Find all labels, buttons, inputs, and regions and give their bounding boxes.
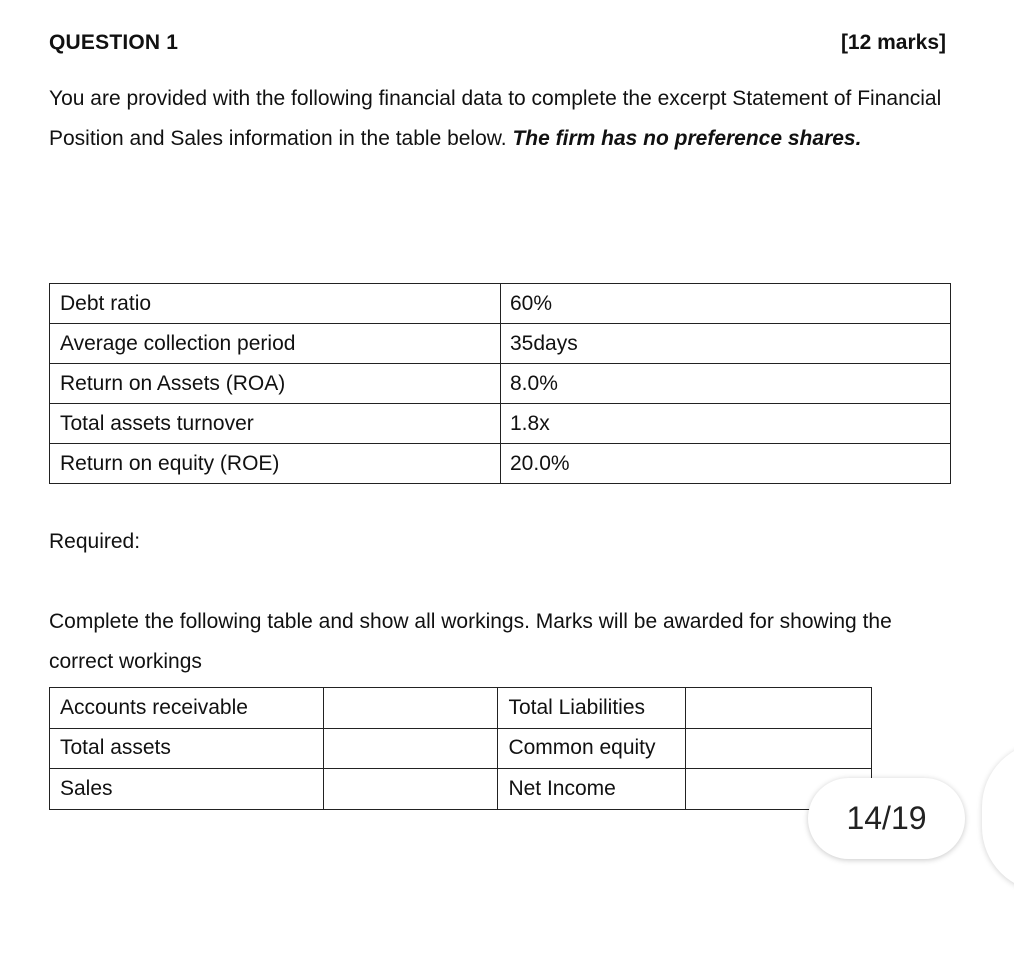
data-value: 60% bbox=[501, 284, 951, 324]
floating-action-bubble[interactable] bbox=[982, 742, 1014, 892]
table-row bbox=[50, 324, 951, 364]
data-value: 8.0% bbox=[501, 364, 951, 404]
table-row bbox=[50, 404, 951, 444]
data-value: 1.8x bbox=[501, 404, 951, 444]
answer-label: Sales bbox=[50, 769, 324, 810]
data-label: Return on Assets (ROA) bbox=[50, 364, 501, 404]
financial-data-table bbox=[49, 283, 951, 484]
intro-paragraph bbox=[49, 79, 961, 158]
data-label: Return on equity (ROE) bbox=[50, 444, 501, 484]
answer-label: Total assets bbox=[50, 728, 324, 769]
question-title: QUESTION 1 bbox=[49, 31, 179, 54]
page-indicator[interactable]: 14/19 bbox=[808, 778, 965, 859]
answer-cell bbox=[685, 728, 871, 769]
intro-text: You are provided with the following financial data to complete the excerpt Statement of Financial Position and Sales information in the table below. bbox=[49, 87, 942, 150]
data-label: Average collection period bbox=[50, 324, 501, 364]
answer-cell bbox=[685, 688, 871, 729]
data-label: Total assets turnover bbox=[50, 404, 501, 444]
table-row bbox=[50, 364, 951, 404]
instruction-text: Complete the following table and show all workings. Marks will be awarded for showing the correct workings bbox=[49, 610, 892, 673]
data-value: 20.0% bbox=[501, 444, 951, 484]
table-row bbox=[50, 728, 872, 769]
answer-label: Common equity bbox=[498, 728, 685, 769]
answer-cell bbox=[324, 688, 498, 729]
table-row bbox=[50, 444, 951, 484]
data-label: Debt ratio bbox=[50, 284, 501, 324]
intro-emphasis: The firm has no preference shares. bbox=[512, 126, 862, 150]
answer-cell bbox=[324, 728, 498, 769]
answer-cell bbox=[324, 769, 498, 810]
answer-label: Accounts receivable bbox=[50, 688, 324, 729]
answer-table bbox=[49, 687, 872, 810]
answer-label: Net Income bbox=[498, 769, 685, 810]
data-value: 35days bbox=[501, 324, 951, 364]
table-row bbox=[50, 688, 872, 729]
answer-label: Total Liabilities bbox=[498, 688, 685, 729]
table-row bbox=[50, 769, 872, 810]
question-marks: [12 marks] bbox=[840, 31, 946, 54]
required-label: Required: bbox=[49, 530, 141, 553]
table-row bbox=[50, 284, 951, 324]
